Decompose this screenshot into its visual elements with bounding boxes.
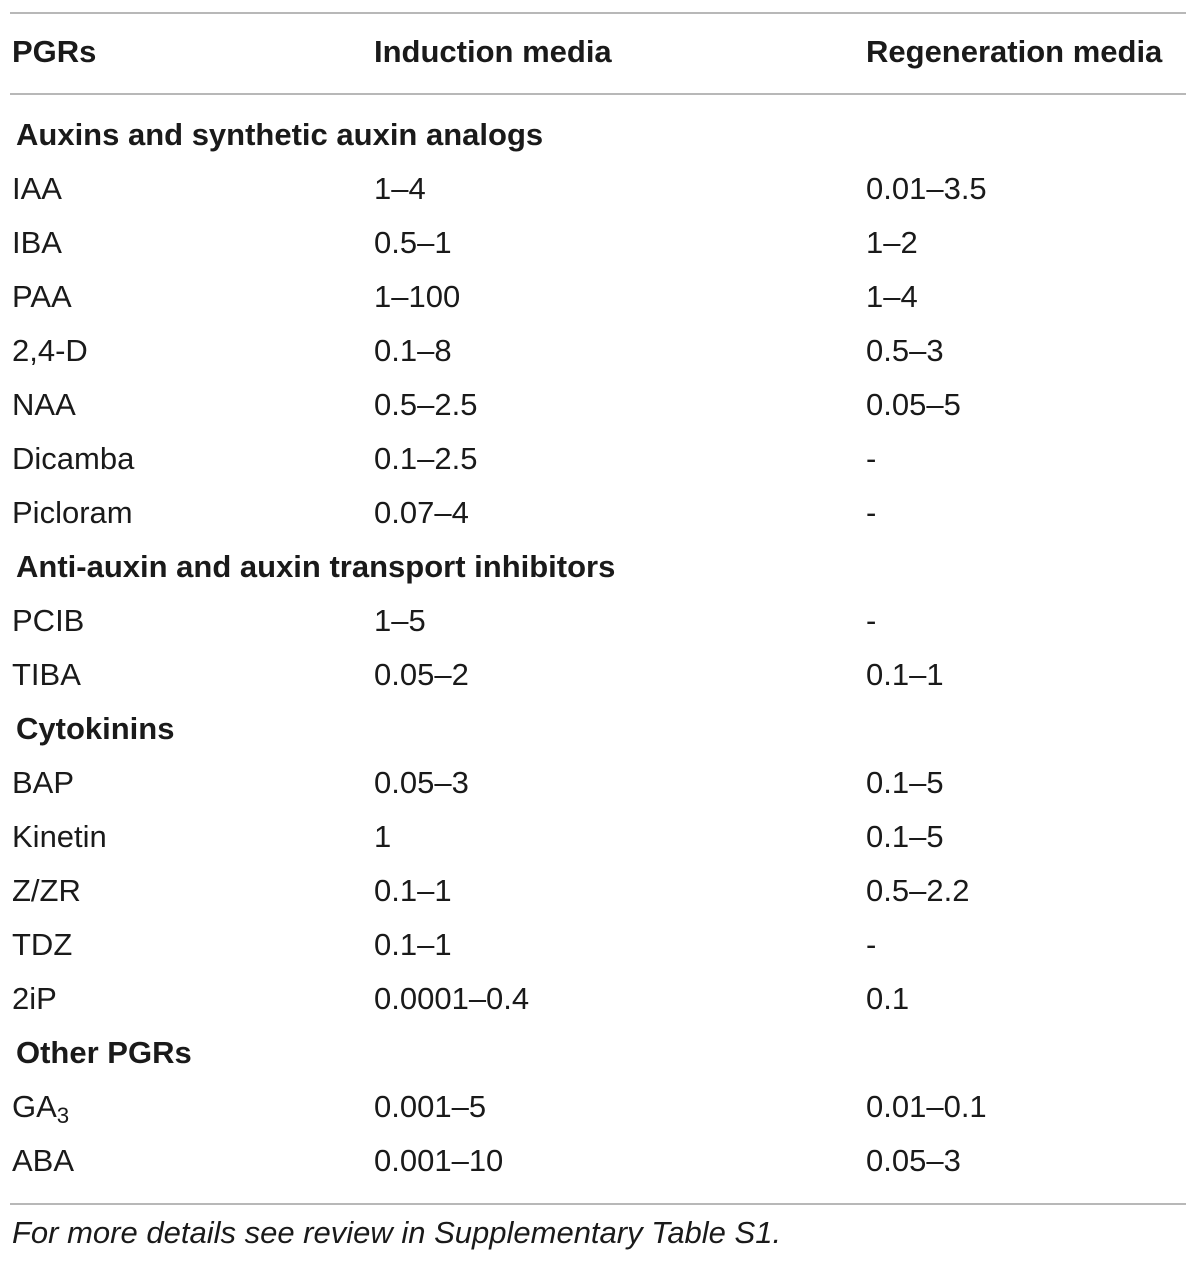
table-cell-pgr: Dicamba [12, 441, 135, 476]
section-title: Other PGRs [16, 1035, 192, 1070]
header-regeneration-media: Regeneration media [866, 34, 1163, 69]
table-cell-induction: 1 [374, 819, 392, 854]
table-cell-induction: 0.05–3 [374, 765, 469, 800]
table-cell-induction: 0.07–4 [374, 495, 469, 530]
table-top-rule [10, 12, 1186, 14]
table-cell-pgr: IAA [12, 171, 62, 206]
table-cell-regeneration: 1–2 [866, 225, 918, 260]
table-bottom-rule [10, 1203, 1186, 1205]
table-cell-pgr: ABA [12, 1143, 75, 1178]
table-cell-regeneration: 0.1–1 [866, 657, 944, 692]
table-cell-pgr: BAP [12, 765, 75, 800]
table-footnote: For more details see review in Supplementary Table S1. [12, 1215, 782, 1250]
table-cell-pgr: PCIB [12, 603, 85, 638]
header-pgrs: PGRs [12, 34, 97, 69]
table-cell-induction: 0.1–1 [374, 927, 452, 962]
table-cell-regeneration: 0.01–0.1 [866, 1089, 987, 1124]
table-cell-pgr: NAA [12, 387, 76, 422]
pgr-subscript: 3 [56, 1103, 70, 1128]
table-cell-regeneration: 0.05–3 [866, 1143, 961, 1178]
table-cell-regeneration: - [866, 441, 877, 476]
table-cell-regeneration: 0.05–5 [866, 387, 961, 422]
header-rule [10, 93, 1186, 95]
table-cell-pgr: TIBA [12, 657, 81, 692]
table-cell-induction: 0.001–5 [374, 1089, 487, 1124]
table-cell-pgr: Z/ZR [12, 873, 81, 908]
section-title: Cytokinins [16, 711, 175, 746]
header-induction-media: Induction media [374, 34, 612, 69]
table-cell-regeneration: 0.5–2.2 [866, 873, 970, 908]
table-cell-induction: 0.001–10 [374, 1143, 504, 1178]
table-cell-induction: 0.1–2.5 [374, 441, 478, 476]
table-cell-regeneration: 0.5–3 [866, 333, 944, 368]
table-cell-regeneration: 0.01–3.5 [866, 171, 987, 206]
table-cell-induction: 0.5–2.5 [374, 387, 478, 422]
table-cell-pgr: PAA [12, 279, 72, 314]
table-cell-induction: 1–100 [374, 279, 461, 314]
pgr-name: GA [12, 1089, 57, 1124]
table-cell-induction: 1–4 [374, 171, 426, 206]
table-cell-pgr: 2,4-D [12, 333, 88, 368]
table-cell-regeneration: 0.1 [866, 981, 910, 1016]
table-cell-regeneration: - [866, 603, 877, 638]
table-cell-regeneration: - [866, 927, 877, 962]
table-cell-pgr: TDZ [12, 927, 73, 962]
table-cell-pgr: 2iP [12, 981, 57, 1016]
table-cell-regeneration: 1–4 [866, 279, 918, 314]
section-title: Anti-auxin and auxin transport inhibitors [16, 549, 616, 584]
table-cell-pgr: Kinetin [12, 819, 107, 854]
table-cell-regeneration: 0.1–5 [866, 765, 944, 800]
table-cell-induction: 0.0001–0.4 [374, 981, 530, 1016]
table-cell-induction: 0.5–1 [374, 225, 452, 260]
table-cell-regeneration: 0.1–5 [866, 819, 944, 854]
table-cell-pgr: IBA [12, 225, 62, 260]
section-title: Auxins and synthetic auxin analogs [16, 117, 544, 152]
table-cell-pgr [12, 1089, 70, 1128]
table-cell-induction: 0.1–8 [374, 333, 452, 368]
table-cell-induction: 0.05–2 [374, 657, 469, 692]
table-cell-induction: 0.1–1 [374, 873, 452, 908]
table-cell-pgr: Picloram [12, 495, 133, 530]
table-cell-regeneration: - [866, 495, 877, 530]
table-cell-induction: 1–5 [374, 603, 426, 638]
